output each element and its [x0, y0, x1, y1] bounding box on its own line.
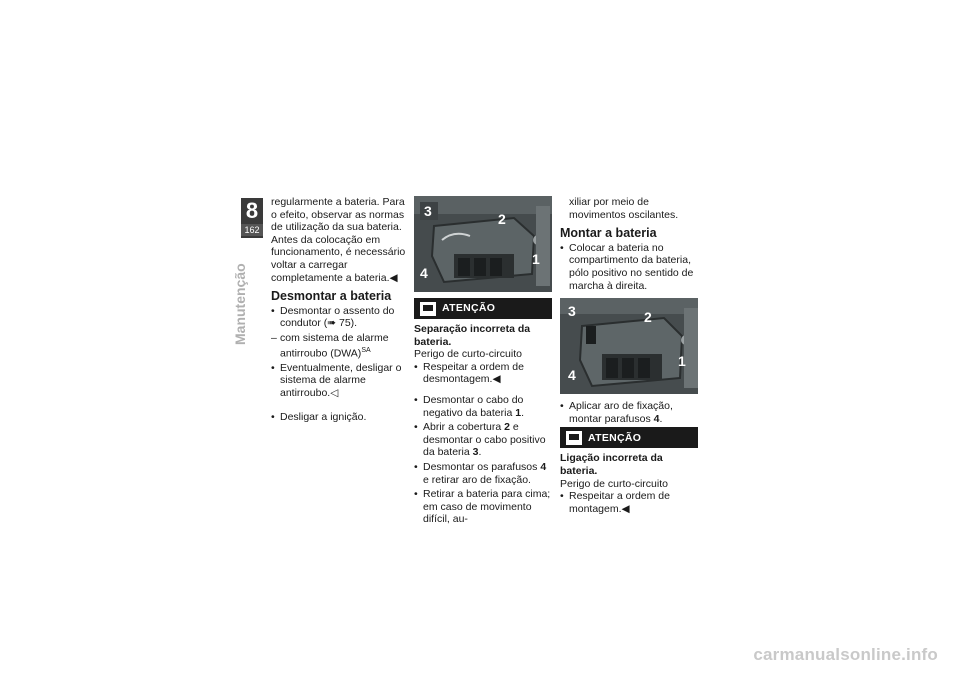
list-item: • Desmontar o cabo do negativo da bateria 1. [414, 394, 552, 419]
warning-bar [560, 427, 698, 448]
list-item: • Colocar a bateria no compartimento da bateria, pólo positivo no sentido de marcha à direita. [560, 242, 698, 292]
list-item: • Eventualmente, desligar o sistema de alarme antirroubo.◁ [271, 362, 406, 400]
chapter-badge [241, 198, 263, 238]
list-item: • Desligar a ignição. [271, 411, 406, 424]
ignition-list [271, 411, 406, 424]
list-item: • Desmontar o assento do condutor (➠ 75). [271, 305, 406, 330]
superscript-sa: SA [361, 346, 371, 354]
warning-title: Ligação incorreta da bateria. [560, 452, 663, 477]
warning-list [560, 490, 698, 515]
photo-label-3: 3 [568, 303, 576, 320]
battery-photo-2 [560, 298, 698, 394]
photo-label-1: 1 [678, 353, 686, 370]
photo-label-4: 4 [568, 367, 576, 384]
warning-label: ATENÇÃO [442, 302, 496, 315]
watermark-text: carmanualsonline.info [753, 645, 938, 664]
list-item: • Abrir a cobertura 2 e desmontar o cabo positivo da bateria 3. [414, 421, 552, 459]
list-item: • Aplicar aro de fixação, montar parafusos 4. [560, 400, 698, 425]
photo-label-2: 2 [498, 211, 506, 227]
photo-label-1: 1 [532, 251, 540, 267]
heading-install-battery: Montar a bateria [560, 226, 657, 241]
continuation-text: xiliar por meio de movimentos oscilantes. [569, 196, 679, 221]
section-tab: Manutenção [232, 263, 248, 345]
warning-hand-icon [566, 431, 582, 445]
battery-photo-graphic [560, 298, 698, 394]
photo-label-4: 4 [420, 265, 428, 281]
page-number: 162 [241, 224, 263, 236]
list-item: – com sistema de alarme antirroubo (DWA)$^{SA}$ [271, 332, 406, 360]
photo-label-2: 2 [644, 309, 652, 326]
column-3 [560, 196, 698, 517]
warning-text: Perigo de curto-circuito [414, 348, 522, 361]
list-item: • Respeitar a ordem de montagem.◀ [560, 490, 698, 515]
warning-title: Separação incorreta da bateria. [414, 323, 531, 348]
warning-list [414, 361, 552, 386]
fixing-list [560, 400, 698, 425]
column-1 [271, 196, 406, 426]
column-2 [414, 196, 552, 528]
list-item: • Retirar a bateria para cima; em caso de movimento difícil, au- [414, 488, 552, 526]
warning-label: ATENÇÃO [588, 431, 642, 444]
list-item: • Desmontar os parafusos 4 e retirar aro de fixação. [414, 461, 552, 486]
heading-remove-battery: Desmontar a bateria [271, 289, 392, 304]
list-item: • Respeitar a ordem de desmontagem.◀ [414, 361, 552, 386]
photo-label-3: 3 [424, 203, 432, 219]
battery-photo-1 [414, 196, 552, 292]
chapter-number: 8 [245, 198, 259, 223]
intro-paragraph: regularmente a bateria. Para o efeito, observar as normas de utilização da sua bateria. Antes da colocação em funcionamento, é necessário voltar a carregar completamente a bateria.◀ [271, 196, 406, 284]
warning-hand-icon [420, 302, 436, 316]
battery-photo-graphic [414, 196, 552, 292]
install-steps-list [560, 242, 698, 292]
warning-bar [414, 298, 552, 319]
remove-steps-list [271, 305, 406, 400]
removal-steps-list [414, 394, 552, 526]
warning-text: Perigo de curto-circuito [560, 477, 668, 490]
